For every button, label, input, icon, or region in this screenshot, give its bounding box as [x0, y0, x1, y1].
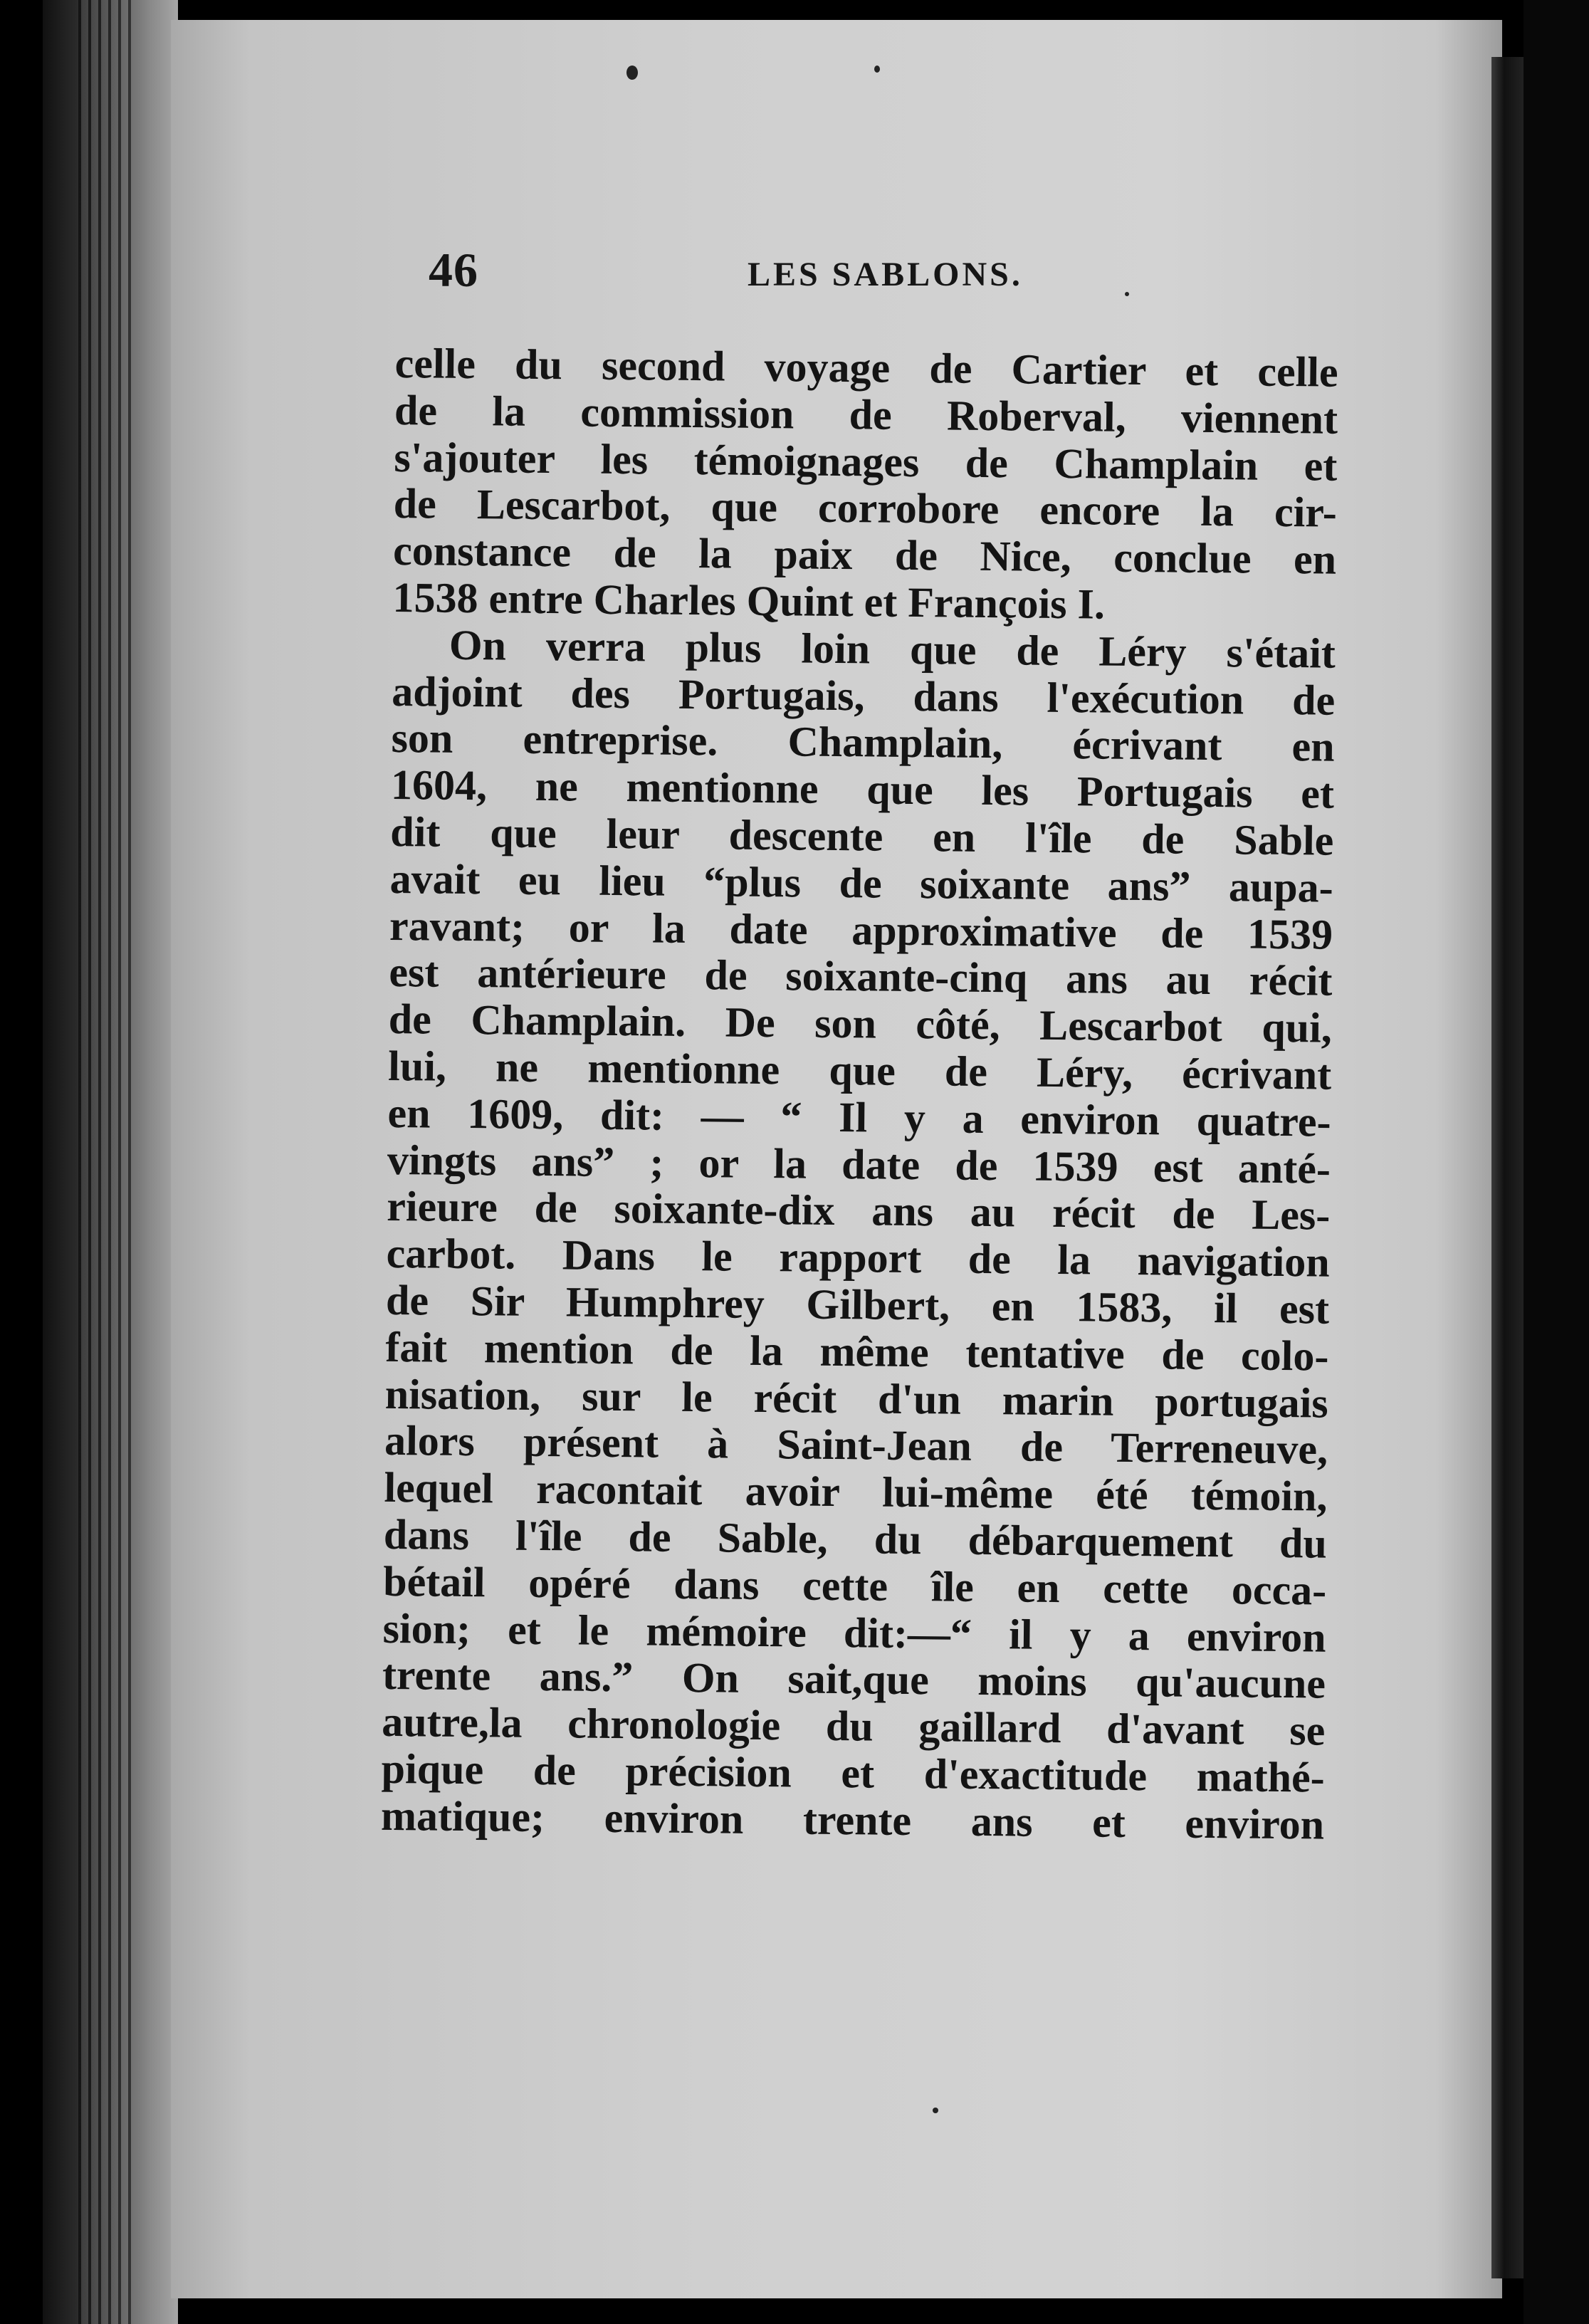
text-line: constance de la paix de Nice, conclue en — [392, 527, 1337, 583]
text-line: de Champlain. De son côté, Lescarbot qui, — [388, 995, 1333, 1052]
scan-speck — [874, 66, 880, 73]
text-line: lui, ne mentionne que de Léry, écrivant — [387, 1042, 1332, 1099]
scan-speck — [933, 2108, 938, 2113]
text-line: s'ajouter les témoignages de Champlain et — [394, 433, 1338, 490]
text-line: celle du second voyage de Cartier et celle — [394, 340, 1338, 396]
text-line: dit que leur descente en l'île de Sable — [390, 807, 1334, 864]
running-head — [420, 242, 1346, 306]
text-line: nisation, sur le récit d'un marin portugais — [384, 1370, 1329, 1427]
text-line: rieure de soixante-dix ans au récit de Les- — [387, 1183, 1331, 1240]
running-head-title: LES SABLONS. — [748, 256, 1023, 293]
scan-right-margin — [1524, 0, 1589, 2324]
text-line: alors présent à Saint-Jean de Terreneuve, — [384, 1417, 1328, 1473]
text-line: bétail opéré dans cette île en cette occa- — [382, 1557, 1327, 1614]
text-line: fait mention de la même tentative de colo- — [385, 1323, 1329, 1380]
text-line: de la commission de Roberval, viennent — [394, 386, 1338, 443]
page-edges — [78, 0, 135, 2324]
text-line: pique de précision et d'exactitude mathé- — [381, 1744, 1326, 1801]
page-number: 46 — [429, 243, 478, 297]
scan-speck — [626, 66, 638, 80]
text-line: matique; environ trente ans et environ — [380, 1791, 1325, 1848]
text-line: dans l'île de Sable, du débarquement du — [383, 1510, 1328, 1567]
text-line: carbot. Dans le rapport de la navigation — [386, 1230, 1330, 1286]
text-line: 1604, ne mentionne que les Portugais et — [390, 761, 1335, 817]
text-line: vingts ans” ; or la date de 1539 est anté- — [387, 1136, 1331, 1193]
text-line: trente ans.” On sait,que moins qu'aucune — [382, 1651, 1326, 1707]
text-line: de Lescarbot, que corrobore encore la cir- — [393, 480, 1338, 537]
text-line: de Sir Humphrey Gilbert, en 1583, il est — [385, 1276, 1330, 1333]
text-line: sion; et le mémoire dit:—“ il y a environ — [382, 1604, 1326, 1661]
text-line: adjoint des Portugais, dans l'exécution de — [391, 667, 1336, 724]
text-line: avait eu lieu “plus de soixante ans” aupa- — [389, 854, 1334, 911]
body-text — [381, 340, 1338, 1848]
text-line: ravant; or la date approximative de 1539 — [389, 901, 1333, 958]
text-line: On verra plus loin que de Léry s'était — [449, 621, 1336, 677]
text-line: 1538 entre Charles Quint et François I. — [392, 573, 1106, 628]
text-line: est antérieure de soixante-cinq ans au récit — [389, 948, 1333, 1005]
text-line: en 1609, dit: — “ Il y a environ quatre- — [387, 1089, 1331, 1146]
text-line: son entreprise. Champlain, écrivant en — [391, 714, 1335, 771]
text-line: lequel racontait avoir lui-même été témoin, — [384, 1464, 1328, 1520]
page-right-edge — [1491, 57, 1524, 2278]
text-line: autre,la chronologie du gaillard d'avant se — [382, 1698, 1326, 1754]
